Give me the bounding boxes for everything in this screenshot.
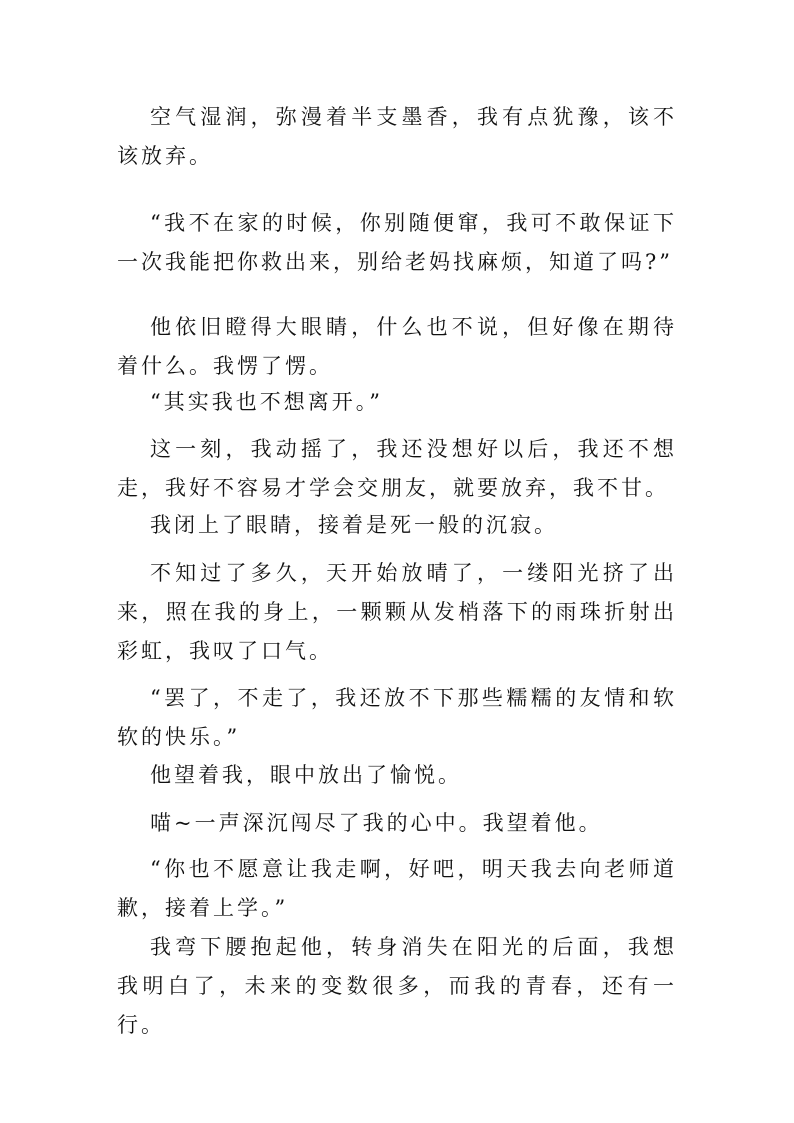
paragraph-11: “你也不愿意让我走啊，好吧，明天我去向老师道歉，接着上学。” <box>117 857 677 920</box>
paragraph-6: 我闭上了眼睛，接着是死一般的沉寂。 <box>150 513 558 537</box>
paragraph-10: 喵~一声深沉闯尽了我的心中。我望着他。 <box>150 811 603 835</box>
paragraph-7: 不知过了多久，天开始放晴了，一缕阳光挤了出来，照在我的身上，一颗颗从发梢落下的雨珠折射出彩虹，我叹了口气。 <box>117 561 677 663</box>
paragraph-1: 空气湿润，弥漫着半支墨香，我有点犹豫，该不该放弃。 <box>117 105 677 168</box>
paragraph-3: 他依旧瞪得大眼睛，什么也不说，但好像在期待着什么。我愣了愣。 <box>117 315 677 378</box>
paragraph-9: 他望着我，眼中放出了愉悦。 <box>150 763 462 787</box>
paragraph-12: 我弯下腰抱起他，转身消失在阳光的后面，我想我明白了，未来的变数很多，而我的青春，还有一行。 <box>117 935 677 1037</box>
paragraph-2: “我不在家的时候，你别随便窜，我可不敢保证下一次我能把你救出来，别给老妈找麻烦，知道了吗?” <box>117 211 677 274</box>
paragraph-8: “罢了，不走了，我还放不下那些糯糯的友情和软软的快乐。” <box>117 686 677 749</box>
paragraph-4: “其实我也不想离开。” <box>150 390 383 414</box>
paragraph-5: 这一刻，我动摇了，我还没想好以后，我还不想走，我好不容易才学会交朋友，就要放弃，我不甘。 <box>117 437 677 500</box>
